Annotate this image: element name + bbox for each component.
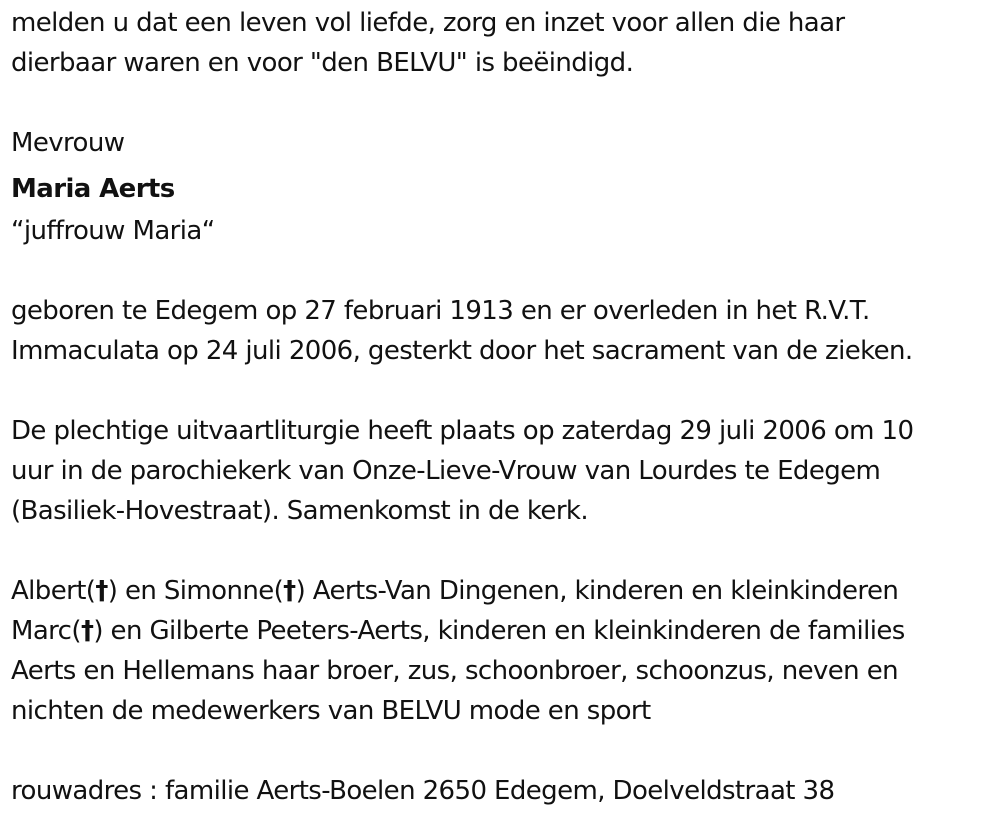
cross-icon: † bbox=[283, 576, 296, 606]
cross-icon: † bbox=[80, 616, 94, 646]
funeral-line-2: uur in de parochiekerk van Onze-Lieve-Vrouw van Lourdes te Edegem bbox=[11, 456, 881, 486]
spacer bbox=[11, 251, 996, 291]
spacer bbox=[11, 531, 996, 571]
deceased-title: Mevrouw bbox=[11, 128, 125, 158]
funeral-line-3: (Basiliek-Hovestraat). Samenkomst in de kerk. bbox=[11, 496, 589, 526]
family-line-4: nichten de medewerkers van BELVU mode en sport bbox=[11, 696, 651, 726]
family-line-3: Aerts en Hellemans haar broer, zus, schoonbroer, schoonzus, neven en bbox=[11, 656, 898, 686]
birth-death-line-2: Immaculata op 24 juli 2006, gesterkt door het sacrament van de zieken. bbox=[11, 336, 913, 366]
family-line-2: Marc(†) en Gilberte Peeters-Aerts, kinderen en kleinkinderen de families bbox=[11, 616, 905, 646]
spacer bbox=[11, 371, 996, 411]
mourning-address: rouwadres : familie Aerts-Boelen 2650 Edegem, Doelveldstraat 38 bbox=[11, 776, 835, 806]
deceased-nickname: “juffrouw Maria“ bbox=[11, 216, 215, 246]
funeral-paragraph bbox=[11, 411, 996, 531]
death-notice bbox=[11, 3, 996, 811]
intro-line-1: melden u dat een leven vol liefde, zorg en inzet voor allen die haar bbox=[11, 8, 845, 38]
birth-death-paragraph bbox=[11, 291, 996, 371]
intro-paragraph bbox=[11, 3, 996, 83]
intro-line-2: dierbaar waren en voor "den BELVU" is beëindigd. bbox=[11, 48, 634, 78]
family-paragraph bbox=[11, 571, 996, 731]
birth-death-line-1: geboren te Edegem op 27 februari 1913 en er overleden in het R.V.T. bbox=[11, 296, 870, 326]
family-line-1: Albert(†) en Simonne(†) Aerts-Van Dingenen, kinderen en kleinkinderen bbox=[11, 576, 899, 606]
spacer bbox=[11, 83, 996, 123]
funeral-line-1: De plechtige uitvaartliturgie heeft plaats op zaterdag 29 juli 2006 om 10 bbox=[11, 416, 914, 446]
deceased-name: Maria Aerts bbox=[11, 174, 175, 204]
spacer bbox=[11, 731, 996, 771]
cross-icon: † bbox=[95, 576, 108, 606]
